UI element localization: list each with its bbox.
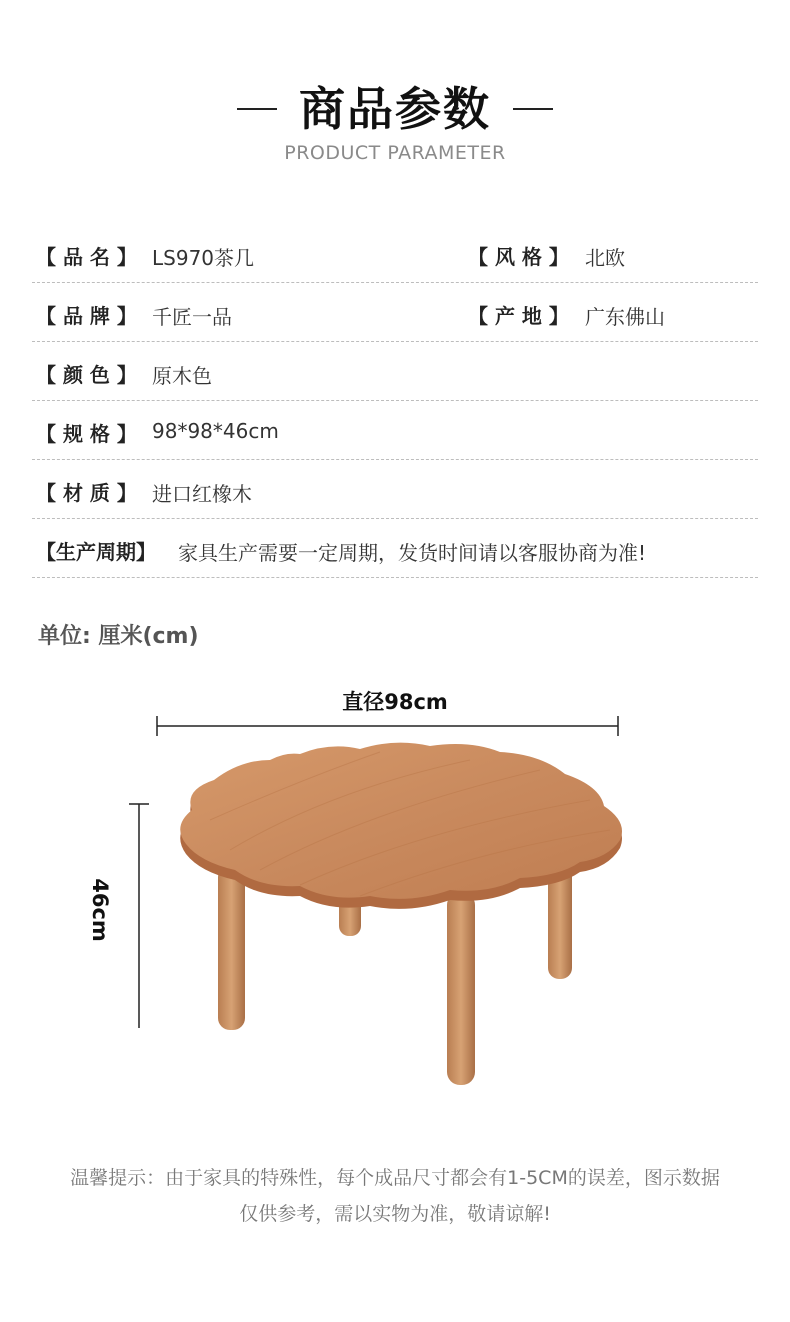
param-row-brand-origin (32, 283, 758, 342)
height-dimension-label: 46cm (88, 878, 112, 942)
width-dimension-line (157, 716, 618, 736)
param-row-color (32, 342, 758, 401)
table-leg-left (218, 865, 245, 1030)
param-label-style: 【 风 格 】 (468, 245, 569, 269)
param-label-material: 【 材 质 】 (36, 481, 137, 505)
param-label-brand: 【 品 牌 】 (36, 304, 137, 328)
param-value-color: 原木色 (152, 364, 212, 388)
param-label-size: 【 规 格 】 (36, 422, 137, 446)
param-row-size (32, 401, 758, 460)
height-dimension-line (129, 804, 149, 1028)
param-value-style: 北欧 (585, 246, 625, 270)
param-value-size: 98*98*46cm (152, 419, 279, 443)
param-value-origin: 广东佛山 (585, 305, 665, 329)
param-value-material: 进口红橡木 (152, 482, 252, 506)
param-label-color: 【 颜 色 】 (36, 363, 137, 387)
param-row-material (32, 460, 758, 519)
table-leg-front (447, 892, 475, 1085)
warm-tip-note (40, 1160, 750, 1232)
note-line-2: 仅供参考，需以实物为准，敬请谅解! (239, 1203, 551, 1225)
param-value-name: LS970茶几 (152, 246, 255, 270)
page-title: 商品参数 (299, 82, 491, 136)
param-label-name: 【 品 名 】 (36, 245, 137, 269)
title-left-rule (237, 108, 277, 110)
title-right-rule (513, 108, 553, 110)
title-row (0, 78, 790, 140)
width-dimension-label: 直径98cm (342, 690, 448, 714)
param-value-brand: 千匠一品 (152, 305, 232, 329)
parameter-table (32, 224, 758, 578)
param-label-origin: 【 产 地 】 (468, 304, 569, 328)
param-row-production-cycle (32, 519, 758, 578)
table-illustration (0, 700, 790, 1100)
page-subtitle: PRODUCT PARAMETER (284, 142, 506, 164)
param-row-name-style (32, 224, 758, 283)
unit-label: 单位: 厘米(cm) (38, 624, 199, 649)
param-value-production-cycle: 家具生产需要一定周期，发货时间请以客服协商为准! (178, 541, 647, 565)
section-header (0, 78, 790, 164)
note-line-1: 温馨提示：由于家具的特殊性，每个成品尺寸都会有1-5CM的误差，图示数据 (70, 1167, 720, 1189)
param-label-production-cycle: 【生产周期】 (36, 540, 156, 564)
